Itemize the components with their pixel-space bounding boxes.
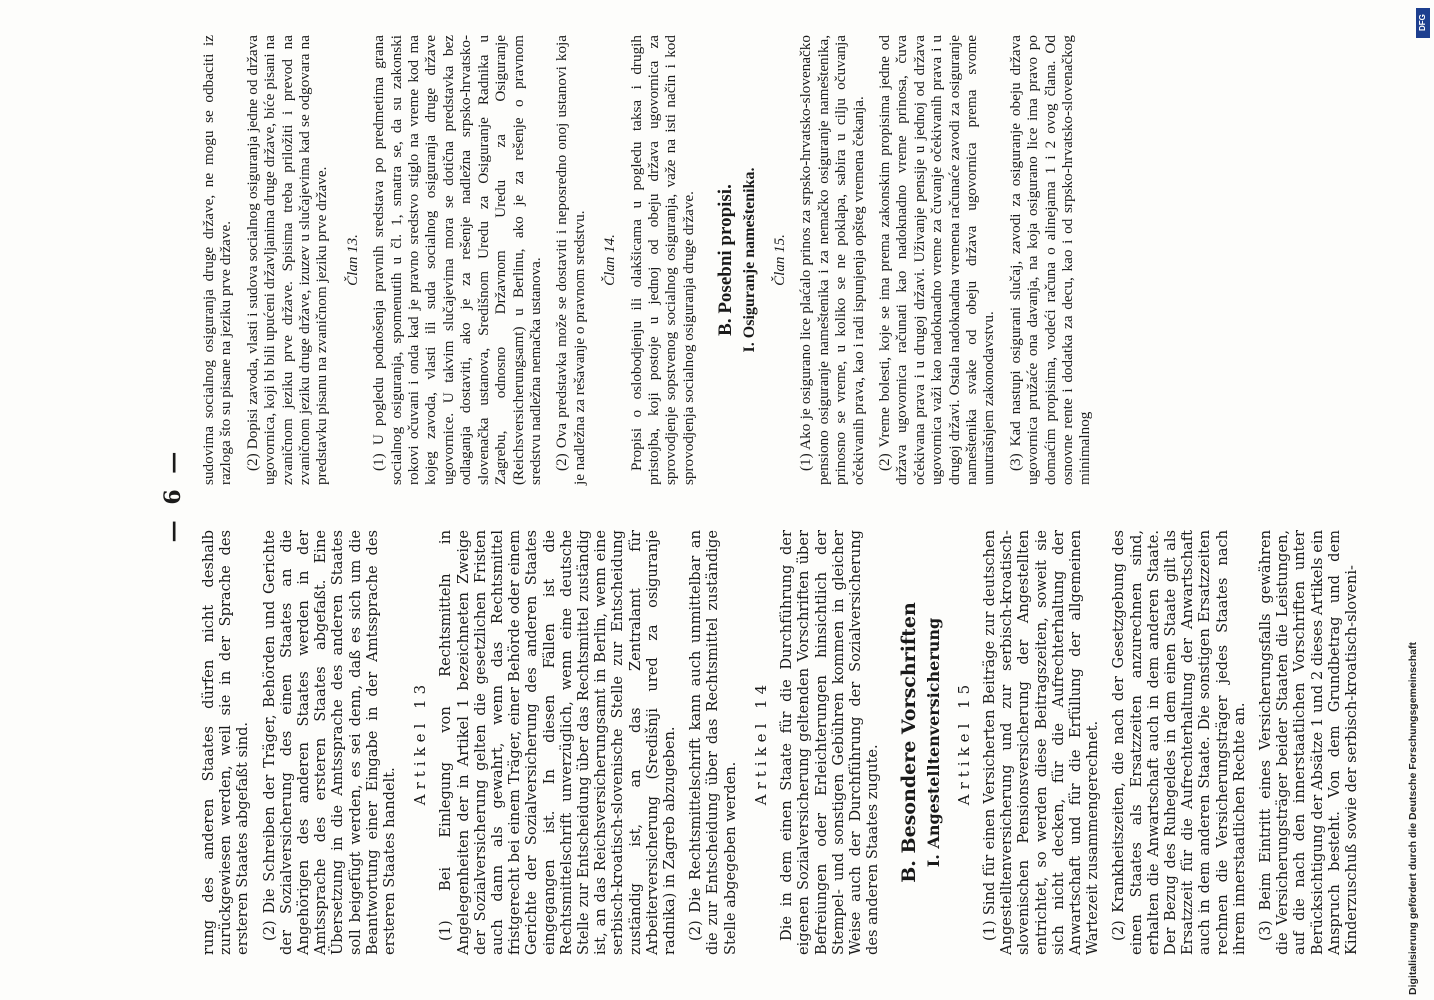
article-title: Artikel 14 <box>751 679 770 806</box>
article-title: Član 14. <box>602 234 619 286</box>
paragraph: (2) Dopisi zavoda, vlasti i sudova socialnog osiguranja jedne od država ugovornica, koji bi bili upućeni državljanima druge države, biće pisani na zvaničnom jeziku prve države. Spisima treba priložiti i prevod na zvaničnom jeziku druge države, izuzev u slučajevima kad se odgovara na predstavku pisanu na zvaničnom jeziku prve države. <box>243 35 331 485</box>
paragraph: (2) Die Schreiben der Träger, Behörden und Gerichte der Sozialversicherung des einen Staates an die Angehörigen des anderen Staates werden in der Amtssprache des ersteren Staates abgefaßt. Eine Übersetzung in die Amtssprache des anderen Staates soll beigefügt werden, es sei denn, daß es sich um die Beantwortung einer Eingabe in der Amtssprache des ersteren Staates handelt. <box>260 530 399 955</box>
subsection-heading: I. Angestelltenversicherung <box>923 617 943 868</box>
paragraph: (2) Ova predstavka može se dostaviti i neposredno onoj ustanovi koja je nadležna za rešavanje o pravnom sredstvu. <box>553 35 588 485</box>
paragraph: (3) Beim Eintritt eines Versicherungsfalls gewähren die Versicherungsträger beider Staaten die Leistungen, auf die nach den innerstaatlichen Vorschriften unter Berücksichtigung der Absätze 1 und 2 dieses Artikels ein Anspruch besteht. Von dem Grundbetrag und dem Kinderzuschuß sowie der serbisch-kroatisch-sloveni- <box>1256 530 1360 955</box>
paragraph: (1) Ako je osigurano lice plaćalo prinos za srpsko-hrvatsko-slovenačko pensiono osiguranje nameštenika i za nemačko osiguranje nameštenika, prinosno se vreme, u koliko se ne poklapa, sabira u cilju očuvanja očekivanih prava, kao i radi ispunjenja opšteg vremena čekanja. <box>797 35 867 485</box>
section-heading: B. Posebni propisi. <box>715 184 737 336</box>
paragraph: Propisi o oslobodjenju ili olakšicama u pogledu taksa i drugih pristojba, koji postoje u jednoj od obeju država ugovornica za sprovodjenje sopstvenog socialnog osiguranja, važe na isti način i kod sprovodjenja socialnog osiguranja druge države. <box>627 35 697 485</box>
digitization-credit: Digitalisierung gefördert durch die Deutsche Forschungsgemeinschaft <box>1407 642 1419 995</box>
page-number: — 6 — <box>160 447 186 543</box>
article-title: Član 13. <box>344 234 361 286</box>
rotated-page-content <box>90 25 1420 965</box>
paragraph: (2) Die Rechtsmittelschrift kann auch unmittelbar an die zur Entscheidung über das Rechtsmittel zuständige Stelle abgegeben werden. <box>687 530 739 955</box>
section-heading: B. Besondere Vorschriften <box>898 602 921 883</box>
serbian-column <box>200 35 1310 485</box>
german-column <box>200 530 1360 955</box>
paragraph: (2) Krankheitszeiten, die nach der Gesetzgebung des einen Staates als Ersatzzeiten anzurechnen sind, erhalten die Anwartschaft auch in dem anderen Staate. Der Bezug des Ruhegeldes in dem einen Staate gilt als Ersatzzeit für die Aufrechterhaltung der Anwartschaft auch in dem anderen Staate. Die sonstigen Ersatzzeiten rechnen die Versicherungsträger jedes Staates nach ihrem innerstaatlichen Rechte an. <box>1110 530 1248 955</box>
article-title: Član 15. <box>771 234 788 286</box>
paragraph: (1) Sind für einen Versicherten Beiträge zur deutschen Angestelltenversicherung und zur serbisch-kroatisch-slovenischen Pensionsversicherung der Angestellten entrichtet, so werden diese Beitragszeiten, soweit sie sich nicht decken, für die Aufrechterhaltung der Anwartschaft und für die Erfüllung der allgemeinen Wartezeit zusammengerechnet. <box>980 530 1102 955</box>
paragraph: (2) Vreme bolesti, koje se ima prema zakonskim propisima jedne od država ugovornica računati kao nadoknadno vreme prinosa, čuva očekivana prava i u drugoj državi. Uživanje pensije u jednoj od država ugovornica važi kao nadoknadno vreme za čuvanje očekivanih prava i u drugoj državi. Ostala nadoknadna vremena računaće zavodi za osiguranje nameštenika svake od obeju država ugovornica prema svome unutrašnjem zakonodavstvu. <box>876 35 998 485</box>
subsection-heading: I. Osiguranje nameštenika. <box>740 167 758 353</box>
paragraph: (1) U pogledu podnošenja pravnih sredstava po predmetima grana socialnog osiguranja, spomenutih u čl. 1, smatra se, da su zakonski rokovi očuvani i onda kad je pravno sredstvo stiglo na vreme kod ma kojeg zavoda, vlasti ili suda socialnog osiguranja druge države ugovornice. U takvim slučajevima mora se dotična predstavka bez odlaganja dostaviti, ako je za rešenje nadležna srpsko-hrvatsko-slovenačka ustanova, Središnom Uredu za Osiguranje Radnika u Zagrebu, odnosno Državnom Uredu za Osiguranje (Reichsversicherungsamt) u Berlinu, ako je za rešenje o pravnom sredstvu nadležna nemačka ustanova. <box>370 35 544 485</box>
paragraph: sudovima socialnog osiguranja druge države, ne mogu se odbaciti iz razloga što su pisane na jeziku prve države. <box>200 35 235 485</box>
article-title: Artikel 13 <box>411 679 430 806</box>
paragraph: rung des anderen Staates dürfen nicht deshalb zurückgewiesen werden, weil sie in der Sprache des ersteren Staates abgefaßt sind. <box>200 530 252 955</box>
paragraph: (3) Kad nastupi osigurani slučaj, zavodi za osiguranje obeju država ugovornica pružaće ona davanja, na koja osigurano lice ima pravo po domaćim propisima, vodeći računa o alinejama 1 i 2 ovog člana. Od osnovne rente i dodatka za decu, kao i od srpsko-hrvatsko-slovenačkog minimalnog <box>1006 35 1094 485</box>
dfg-logo: DFG <box>1416 8 1430 38</box>
paragraph: Die in dem einen Staate für die Durchführung der eigenen Sozialversicherung geltenden Vorschriften über Befreiungen oder Erleichterungen hinsichtlich der Stempel- und sonstigen Gebühren kommen in gleicher Weise auch der Durchführung der Sozialversicherung des anderen Staates zugute. <box>778 530 882 955</box>
paragraph: (1) Bei Einlegung von Rechtsmitteln in Angelegenheiten der in Artikel 1 bezeichneten Zweige der Sozialversicherung gelten die gesetzlichen Fristen auch dann als gewahrt, wenn das Rechtsmittel fristgerecht bei einem Träger, einer Behörde oder einem Gerichte der Sozialversicherung des anderen Staates eingegangen ist. In diesen Fällen ist die Rechtsmittelschrift unverzüglich, wenn eine deutsche Stelle zur Entscheidung über das Rechtsmittel zuständig ist, an das Reichsversicherungsamt in Berlin, wenn eine serbisch-kroatisch-slovenische Stelle zur Entscheidung zuständig ist, an das Zentralamt für Arbeiterversicherung (Središnji ured za osiguranje radnika) in Zagreb abzugeben. <box>437 530 679 955</box>
article-title: Artikel 15 <box>954 679 973 806</box>
